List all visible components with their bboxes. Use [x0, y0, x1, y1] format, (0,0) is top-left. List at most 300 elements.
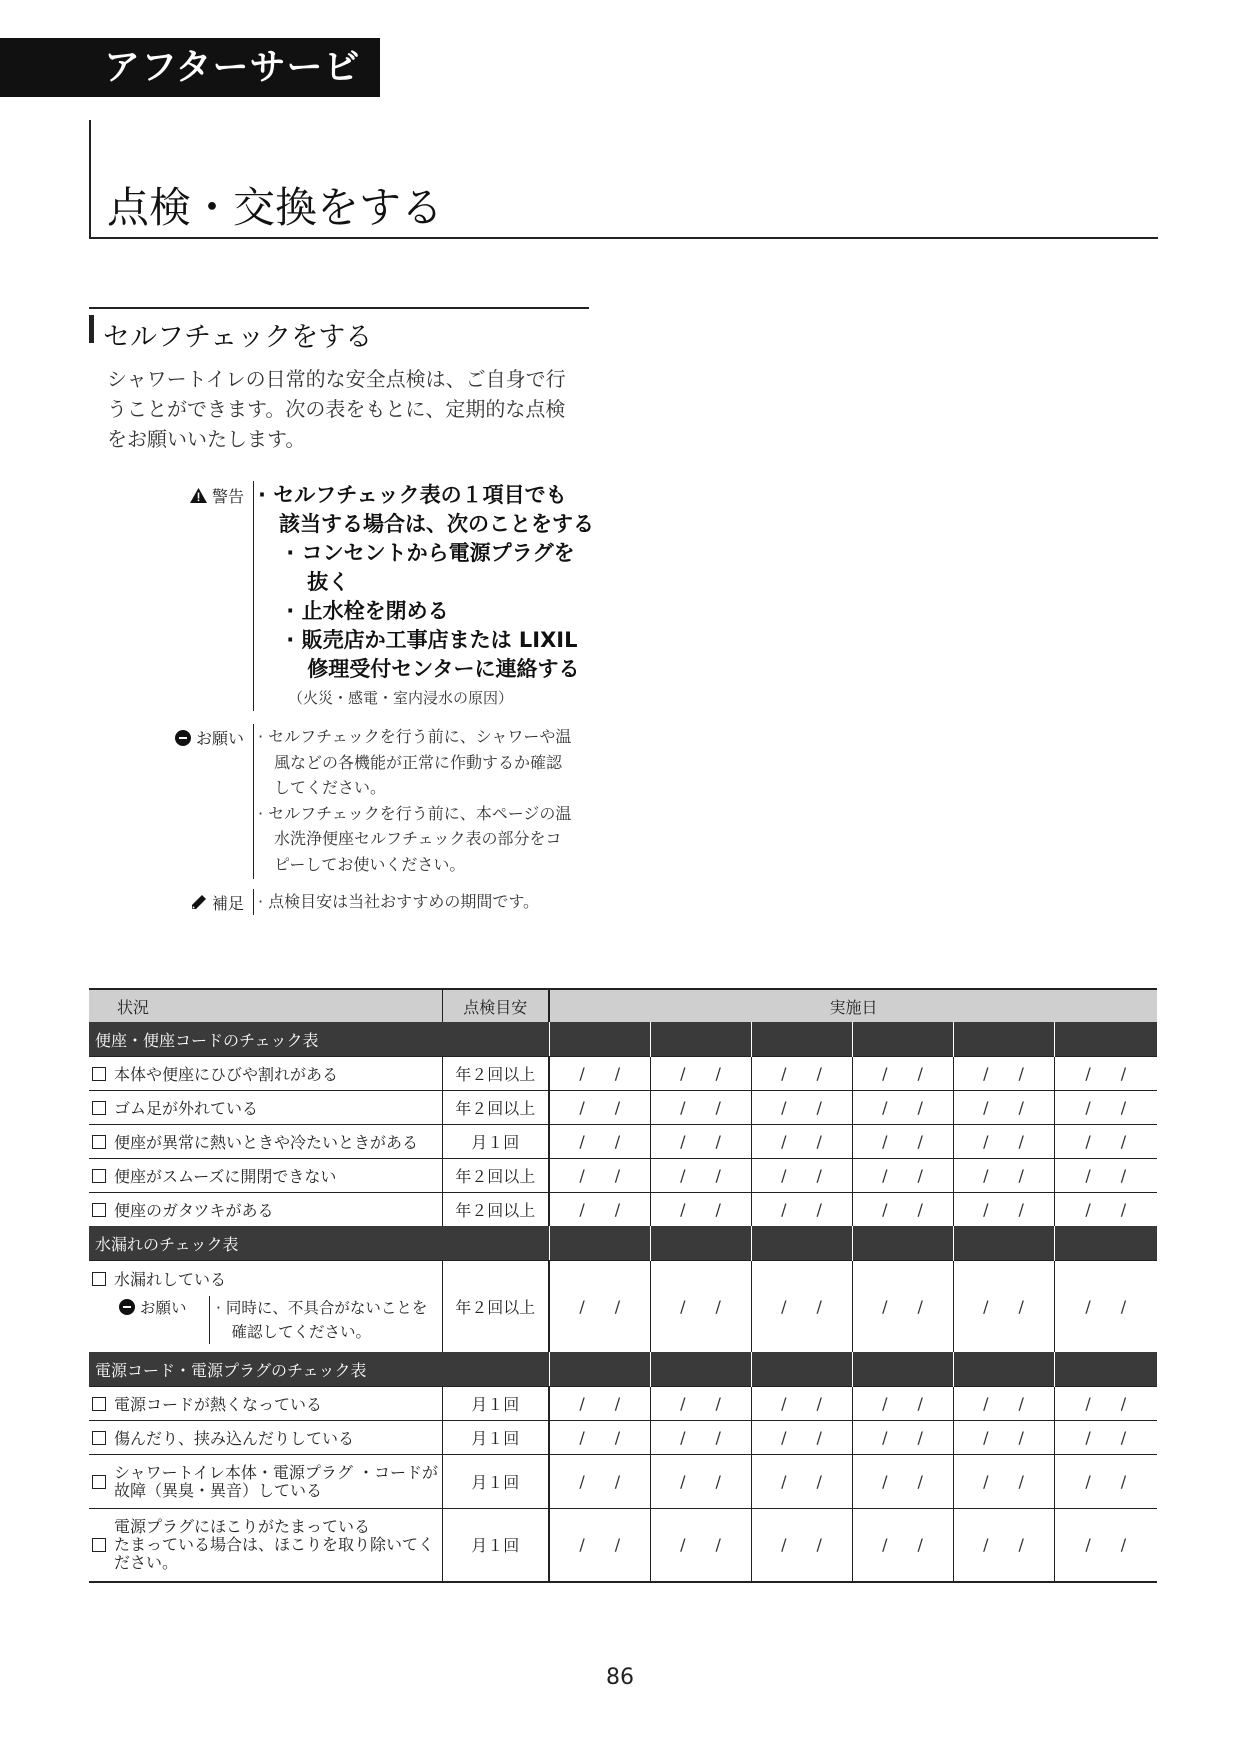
date-slashes [983, 1472, 1024, 1491]
date-slash: / [1085, 1064, 1091, 1083]
date-slash: / [816, 1297, 822, 1316]
date-slash: / [816, 1472, 822, 1491]
date-slash: / [1120, 1535, 1127, 1555]
date-cell[interactable] [751, 1193, 852, 1227]
date-slashes [882, 1064, 923, 1083]
date-slashes [781, 1297, 822, 1316]
date-slash: / [579, 1428, 585, 1447]
date-slash: / [680, 1200, 686, 1219]
group-date-cell [1054, 1352, 1157, 1387]
date-slash: / [882, 1472, 888, 1491]
leak-request-text [209, 1296, 427, 1344]
date-slash: / [882, 1394, 888, 1413]
date-slashes [882, 1394, 923, 1413]
date-slash: / [882, 1098, 888, 1117]
date-slash: / [614, 1200, 621, 1219]
table-row [89, 1091, 1157, 1125]
request-line: してください。 [258, 778, 387, 797]
date-slash: / [781, 1064, 787, 1083]
date-slashes [983, 1064, 1024, 1083]
note-divider [253, 724, 254, 879]
group-date-cell [953, 1226, 1054, 1261]
date-slash: / [579, 1166, 585, 1185]
date-slash: / [816, 1428, 822, 1447]
date-slash: / [680, 1394, 686, 1413]
date-slash: / [882, 1297, 888, 1316]
request-label: お願い [195, 729, 244, 748]
date-cell[interactable] [852, 1091, 953, 1125]
date-cell[interactable] [650, 1091, 751, 1125]
request-line: · セルフチェックを行う前に、本ページの温 [258, 803, 572, 823]
date-cell[interactable] [650, 1057, 751, 1091]
date-cell[interactable] [852, 1421, 953, 1455]
table-row [89, 1057, 1157, 1091]
date-slashes [882, 1428, 923, 1447]
group-header-row [89, 1226, 1157, 1261]
date-slash: / [1120, 1166, 1127, 1185]
status-label-wrap [89, 1267, 442, 1290]
checkbox[interactable] [92, 1135, 106, 1149]
date-cell[interactable] [751, 1509, 852, 1582]
frequency-cell: 月１回 [442, 1455, 549, 1509]
date-cell[interactable] [953, 1455, 1054, 1509]
date-cell[interactable] [751, 1159, 852, 1193]
date-slashes [781, 1535, 822, 1554]
status-cell [89, 1091, 442, 1125]
group-date-cell [549, 1352, 650, 1387]
date-slash: / [680, 1166, 686, 1185]
date-slashes [781, 1132, 822, 1151]
date-cell[interactable] [549, 1509, 650, 1582]
date-cell[interactable] [953, 1193, 1054, 1227]
frequency-cell: 年２回以上 [442, 1091, 549, 1125]
date-slash: / [781, 1394, 787, 1413]
date-slashes [983, 1132, 1024, 1151]
date-slash: / [614, 1472, 621, 1491]
date-cell[interactable] [1054, 1125, 1157, 1159]
date-slash: / [816, 1535, 822, 1555]
date-cell[interactable] [852, 1159, 953, 1193]
date-slash: / [614, 1166, 621, 1185]
date-slash: / [983, 1064, 989, 1083]
request-note [0, 724, 600, 879]
date-cell[interactable] [1054, 1091, 1157, 1125]
group-date-cell [751, 1226, 852, 1261]
page-number: 86 [606, 1665, 634, 1690]
date-cell[interactable] [953, 1125, 1054, 1159]
date-slash: / [1085, 1132, 1091, 1151]
date-slashes [579, 1394, 620, 1413]
date-slashes [680, 1098, 721, 1117]
date-cell[interactable] [549, 1455, 650, 1509]
status-text-line: たまっている場合は、ほこりを取り除いてく [114, 1534, 435, 1554]
date-cell[interactable] [852, 1057, 953, 1091]
warning-line: 該当する場合は、次のことをする [258, 512, 594, 536]
date-slash: / [983, 1098, 989, 1117]
group-header-row [89, 1352, 1157, 1387]
group-date-cell [650, 1022, 751, 1057]
date-slash: / [680, 1098, 686, 1117]
date-cell[interactable] [1054, 1455, 1157, 1509]
date-slashes [680, 1535, 721, 1554]
date-slash: / [917, 1132, 923, 1151]
warning-line: 抜く [258, 570, 350, 594]
date-cell[interactable] [953, 1159, 1054, 1193]
date-slash: / [1018, 1064, 1024, 1083]
date-slash: / [882, 1200, 888, 1219]
date-slash: / [816, 1200, 822, 1219]
status-text: 便座が異常に熱いときや冷たいときがある [114, 1133, 419, 1152]
date-slashes [882, 1200, 923, 1219]
date-cell[interactable] [650, 1455, 751, 1509]
date-slash: / [680, 1064, 686, 1083]
date-slash: / [983, 1535, 989, 1555]
group-date-cell [852, 1226, 953, 1261]
date-slash: / [917, 1472, 923, 1491]
date-slash: / [781, 1132, 787, 1151]
date-cell[interactable] [549, 1057, 650, 1091]
date-cell[interactable] [751, 1455, 852, 1509]
date-slash: / [1085, 1394, 1091, 1413]
leak-request-line: 確認してください。 [216, 1323, 372, 1341]
warning-line: · 止水栓を閉める [258, 599, 449, 623]
date-slash: / [917, 1428, 923, 1447]
status-text-line: ださい。 [114, 1552, 179, 1572]
header-frequency: 点検目安 [442, 989, 549, 1022]
group-date-cell [852, 1352, 953, 1387]
date-cell[interactable] [751, 1057, 852, 1091]
group-date-cell [1054, 1226, 1157, 1261]
date-slashes [1085, 1394, 1126, 1413]
warning-line: · コンセントから電源プラグを [258, 541, 575, 565]
date-slash: / [917, 1064, 923, 1083]
date-slashes [1085, 1535, 1126, 1554]
date-slash: / [579, 1132, 585, 1151]
date-slash: / [1018, 1428, 1024, 1447]
status-cell [89, 1455, 442, 1509]
date-slash: / [1018, 1394, 1024, 1413]
group-date-cell [953, 1022, 1054, 1057]
date-slashes [781, 1064, 822, 1083]
date-cell[interactable] [1054, 1509, 1157, 1582]
date-slashes [983, 1394, 1024, 1413]
date-slashes [882, 1297, 923, 1316]
date-slash: / [579, 1394, 585, 1413]
status-cell [89, 1261, 442, 1353]
table-row [89, 1509, 1157, 1582]
date-slashes [1085, 1472, 1126, 1491]
date-cell[interactable] [1054, 1057, 1157, 1091]
date-cell[interactable] [1054, 1193, 1157, 1227]
date-slash: / [917, 1200, 923, 1219]
date-slash: / [614, 1428, 621, 1447]
date-slash: / [1085, 1297, 1091, 1316]
date-slashes [781, 1200, 822, 1219]
frequency-cell: 月１回 [442, 1125, 549, 1159]
section-heading [89, 307, 589, 353]
checkbox[interactable] [92, 1203, 106, 1217]
date-slashes [579, 1132, 620, 1151]
checkbox[interactable] [92, 1538, 106, 1552]
checkbox[interactable] [92, 1169, 106, 1183]
request-line: 水洗浄便座セルフチェック表の部分をコ [258, 829, 562, 848]
request-line: 風などの各機能が正常に作動するか確認 [258, 752, 563, 772]
table-row [89, 1261, 1157, 1353]
checkbox[interactable] [92, 1431, 106, 1445]
date-cell[interactable] [650, 1159, 751, 1193]
date-slash: / [680, 1535, 686, 1555]
checkbox[interactable] [92, 1475, 106, 1489]
date-slash: / [882, 1166, 888, 1185]
date-slashes [882, 1098, 923, 1117]
group-date-cell [549, 1226, 650, 1261]
date-slash: / [917, 1297, 923, 1316]
status-text: 傷んだり、挟み込んだりしている [114, 1429, 355, 1448]
leak-request-label: お願い [140, 1299, 187, 1317]
group-date-cell [953, 1352, 1054, 1387]
date-slash: / [1120, 1200, 1127, 1219]
status-label-wrap [89, 1096, 442, 1119]
table-row [89, 1125, 1157, 1159]
supplement-label: 補足 [211, 894, 244, 913]
date-slashes [680, 1132, 721, 1151]
date-slashes [579, 1535, 620, 1554]
date-slash: / [1120, 1132, 1127, 1151]
date-slash: / [1018, 1098, 1024, 1117]
checkbox[interactable] [92, 1067, 106, 1081]
frequency-cell: 年２回以上 [442, 1261, 549, 1353]
date-cell[interactable] [1054, 1261, 1157, 1353]
date-slash: / [1085, 1428, 1091, 1447]
status-cell [89, 1421, 442, 1455]
date-slashes [882, 1132, 923, 1151]
warning-line: · セルフチェック表の１項目でも [258, 483, 567, 507]
note-divider [253, 889, 254, 915]
frequency-cell: 年２回以上 [442, 1057, 549, 1091]
date-slash: / [715, 1132, 721, 1151]
status-cell [89, 1125, 442, 1159]
date-cell[interactable] [650, 1125, 751, 1159]
date-slashes [1085, 1297, 1126, 1316]
status-text: 便座がスムーズに開閉できない [114, 1167, 337, 1186]
date-slash: / [680, 1428, 686, 1447]
date-slashes [781, 1394, 822, 1413]
request-icon [119, 1299, 135, 1315]
date-slash: / [781, 1428, 787, 1447]
page-title: 点検・交換をする [107, 183, 444, 232]
date-slashes [983, 1535, 1024, 1554]
date-slashes [983, 1428, 1024, 1447]
date-cell[interactable] [1054, 1421, 1157, 1455]
date-slash: / [1085, 1098, 1091, 1117]
date-cell[interactable] [650, 1509, 751, 1582]
status-text: 水漏れしている [114, 1270, 227, 1289]
request-icon [175, 730, 191, 746]
date-cell[interactable] [751, 1261, 852, 1353]
status-label-wrap [89, 1164, 442, 1187]
table-row [89, 1421, 1157, 1455]
date-cell[interactable] [650, 1261, 751, 1353]
date-slash: / [983, 1297, 989, 1316]
date-cell[interactable] [852, 1509, 953, 1582]
date-slash: / [1120, 1428, 1127, 1447]
date-cell[interactable] [953, 1057, 1054, 1091]
date-cell[interactable] [953, 1261, 1054, 1353]
date-slashes [1085, 1064, 1126, 1083]
warning-cause: （火災・感電・室内浸水の原因） [288, 689, 514, 707]
request-line: · セルフチェックを行う前に、シャワーや温 [258, 727, 572, 746]
date-cell[interactable] [549, 1387, 650, 1421]
request-line: ピーしてお使いください。 [258, 854, 466, 874]
date-cell[interactable] [751, 1091, 852, 1125]
status-cell [89, 1509, 442, 1582]
group-title: 便座・便座コードのチェック表 [89, 1022, 549, 1057]
date-slashes [1085, 1428, 1126, 1447]
date-slashes [781, 1428, 822, 1447]
section-heading-bar [89, 315, 94, 343]
date-slash: / [715, 1535, 721, 1555]
date-cell[interactable] [953, 1387, 1054, 1421]
date-slash: / [917, 1166, 923, 1185]
date-cell[interactable] [1054, 1387, 1157, 1421]
date-cell[interactable] [751, 1387, 852, 1421]
warning-label: 警告 [211, 487, 244, 506]
date-cell[interactable] [549, 1193, 650, 1227]
date-slash: / [816, 1132, 822, 1151]
status-cell [89, 1193, 442, 1227]
date-slash: / [781, 1535, 787, 1555]
date-slash: / [1120, 1098, 1127, 1117]
date-cell[interactable] [549, 1261, 650, 1353]
frequency-cell: 月１回 [442, 1509, 549, 1582]
checkbox[interactable] [92, 1272, 106, 1286]
date-slash: / [1085, 1166, 1091, 1185]
status-label-wrap [89, 1130, 442, 1153]
date-slash: / [1085, 1472, 1091, 1491]
group-title: 電源コード・電源プラグのチェック表 [89, 1352, 549, 1387]
date-cell[interactable] [549, 1159, 650, 1193]
date-slash: / [614, 1098, 621, 1117]
date-slashes [1085, 1166, 1126, 1185]
date-cell[interactable] [852, 1387, 953, 1421]
date-slash: / [983, 1166, 989, 1185]
date-slash: / [1018, 1166, 1024, 1185]
date-slash: / [614, 1064, 621, 1083]
date-slash: / [781, 1200, 787, 1219]
status-text: ゴム足が外れている [114, 1099, 259, 1118]
warning-body [258, 481, 594, 713]
group-header-row [89, 1022, 1157, 1057]
table-row [89, 1159, 1157, 1193]
status-cell [89, 1387, 442, 1421]
status-text: 便座のガタツキがある [114, 1201, 274, 1220]
date-slash: / [715, 1064, 721, 1083]
date-slashes [680, 1064, 721, 1083]
warning-icon [190, 488, 207, 503]
date-slash: / [882, 1064, 888, 1083]
status-text-line: 故障（異臭・異音）している [114, 1480, 323, 1500]
note-divider [253, 481, 254, 711]
table-row [89, 1387, 1157, 1421]
date-cell[interactable] [953, 1091, 1054, 1125]
date-slashes [579, 1166, 620, 1185]
date-cell[interactable] [549, 1421, 650, 1455]
checkbox[interactable] [92, 1397, 106, 1411]
date-slashes [579, 1472, 620, 1491]
date-cell[interactable] [953, 1421, 1054, 1455]
date-slashes [983, 1098, 1024, 1117]
table-header-row [89, 989, 1157, 1022]
date-slash: / [781, 1472, 787, 1491]
frequency-cell: 年２回以上 [442, 1193, 549, 1227]
date-slash: / [1018, 1132, 1024, 1151]
date-slashes [680, 1394, 721, 1413]
date-slash: / [614, 1394, 621, 1413]
warning-line: 修理受付センターに連絡する [258, 657, 580, 681]
status-text-line: シャワートイレ本体・電源プラグ ・コードが [114, 1462, 438, 1482]
date-cell[interactable] [852, 1455, 953, 1509]
status-cell [89, 1159, 442, 1193]
date-slashes [983, 1200, 1024, 1219]
date-slash: / [680, 1297, 686, 1316]
date-slashes [983, 1166, 1024, 1185]
leak-request-line: · 同時に、不具合がないことを [216, 1299, 428, 1317]
warning-note [0, 481, 600, 711]
date-slash: / [715, 1166, 721, 1185]
date-cell[interactable] [650, 1387, 751, 1421]
frequency-cell: 年２回以上 [442, 1159, 549, 1193]
date-slash: / [579, 1200, 585, 1219]
leak-request-note [119, 1296, 442, 1344]
date-cell[interactable] [852, 1261, 953, 1353]
date-slash: / [1120, 1064, 1127, 1083]
date-slash: / [983, 1394, 989, 1413]
date-cell[interactable] [549, 1091, 650, 1125]
date-cell[interactable] [650, 1421, 751, 1455]
date-slash: / [715, 1428, 721, 1447]
status-text [114, 1518, 434, 1572]
date-slash: / [882, 1428, 888, 1447]
date-cell[interactable] [953, 1509, 1054, 1582]
date-slash: / [1120, 1394, 1127, 1413]
date-slashes [680, 1428, 721, 1447]
date-slash: / [983, 1472, 989, 1491]
date-slash: / [1120, 1297, 1127, 1316]
date-cell[interactable] [852, 1125, 953, 1159]
header-date: 実施日 [549, 989, 1157, 1022]
date-slashes [680, 1166, 721, 1185]
checkbox[interactable] [92, 1101, 106, 1115]
header-status: 状況 [89, 989, 442, 1022]
status-text-line: 電源プラグにほこりがたまっている [114, 1516, 371, 1536]
date-slash: / [715, 1394, 721, 1413]
date-cell[interactable] [1054, 1159, 1157, 1193]
date-cell[interactable] [751, 1421, 852, 1455]
status-label-wrap [89, 1062, 442, 1085]
date-slashes [680, 1472, 721, 1491]
date-cell[interactable] [852, 1193, 953, 1227]
date-cell[interactable] [650, 1193, 751, 1227]
request-body [258, 724, 571, 877]
date-slash: / [1018, 1535, 1024, 1555]
date-slash: / [882, 1535, 888, 1555]
table-row [89, 1193, 1157, 1227]
date-slashes [680, 1297, 721, 1316]
date-cell[interactable] [549, 1125, 650, 1159]
date-cell[interactable] [751, 1125, 852, 1159]
date-slashes [1085, 1200, 1126, 1219]
date-slash: / [781, 1297, 787, 1316]
